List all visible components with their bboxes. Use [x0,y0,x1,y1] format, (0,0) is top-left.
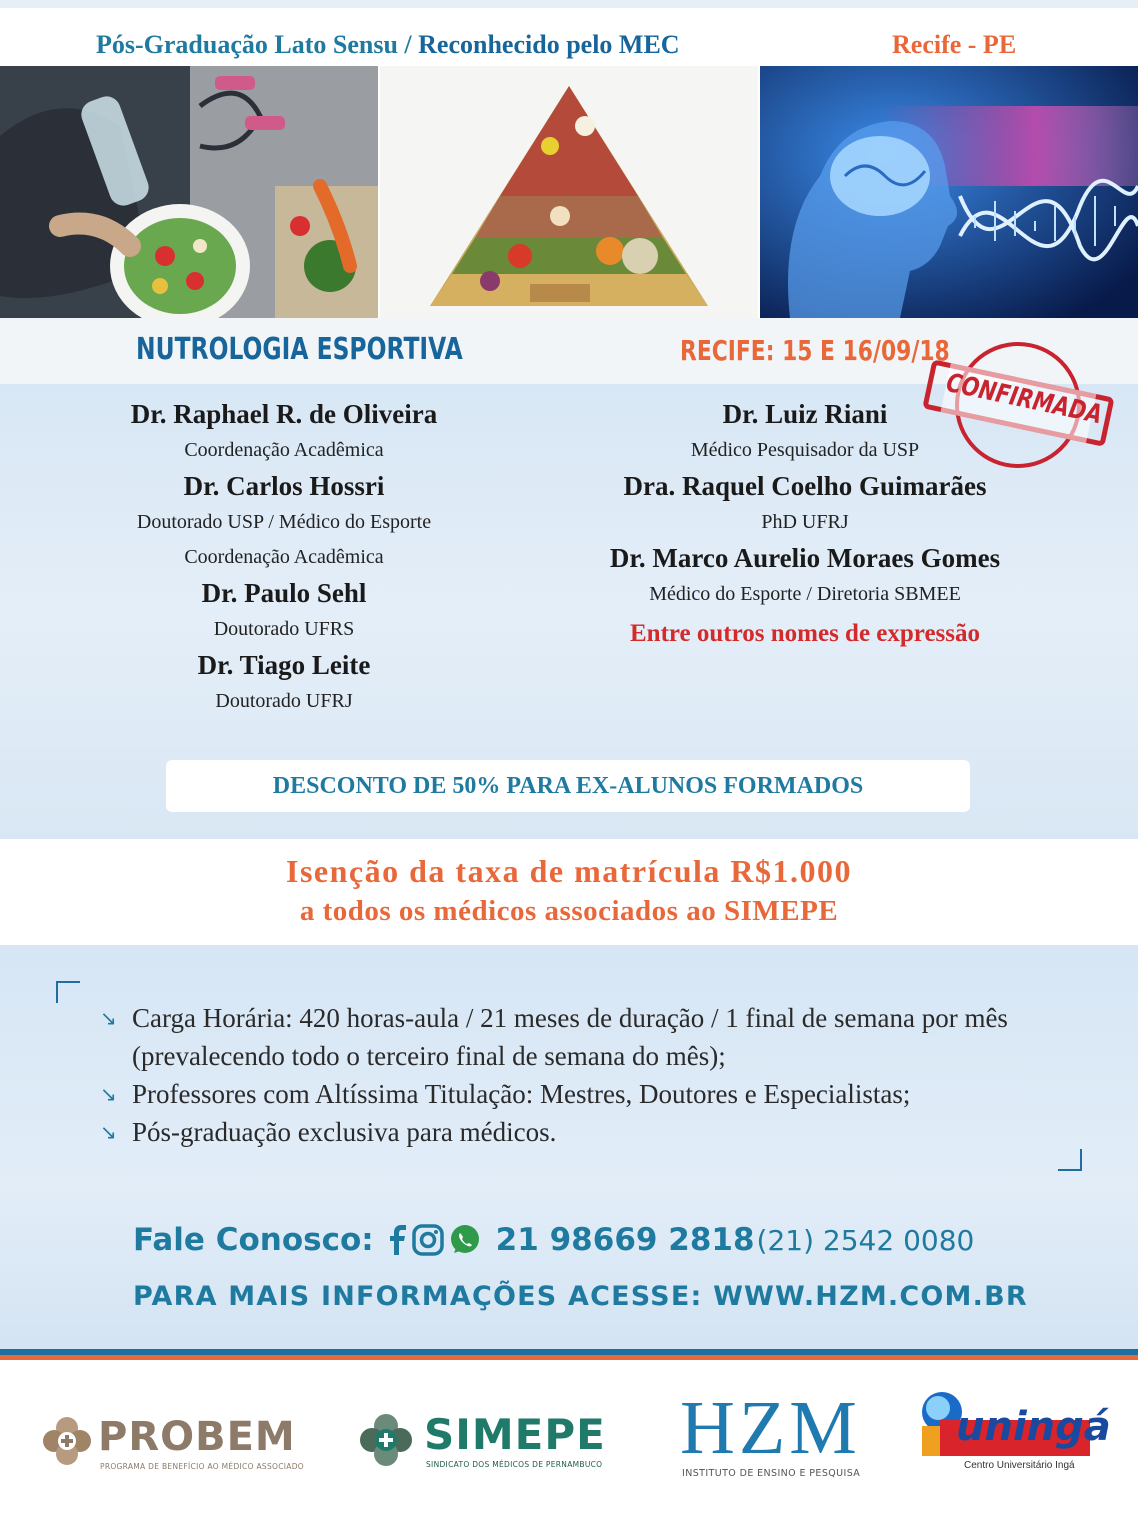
simepe-name: SIMEPE [424,1410,606,1459]
faculty-member [570,468,1040,540]
list-item-text: Professores com Altíssima Titulação: Mestres, Doutores e Especialistas; [132,1079,911,1109]
uninga-logo [912,1390,1111,1480]
instagram-icon[interactable] [412,1224,444,1256]
exemption-line-2: a todos os médicos associados ao SIMEPE [299,895,839,927]
header [0,8,1138,66]
simepe-tagline: SINDICATO DOS MÉDICOS DE PERNAMBUCO [426,1460,603,1469]
corner-bracket-bottom-right [1058,1149,1082,1171]
uninga-tagline: Centro Universitário Ingá [964,1460,1075,1471]
faculty-role: Doutorado USP / Médico do Esporte [136,511,432,533]
hzm-logo [680,1386,890,1488]
stamp-label: CONFIRMADA [940,363,1096,443]
details-list [100,999,1060,1151]
program-type: Pós-Graduação Lato Sensu / [96,30,412,59]
program-title [96,30,680,60]
food-pyramid-photo [380,66,758,318]
faculty-role: Doutorado UFRS [213,618,355,640]
other-faculty-note: Entre outros nomes de expressão [630,620,980,647]
photo-strip [0,66,1138,318]
probem-logo [42,1412,332,1476]
faculty-name: Dr. Paulo Sehl [201,578,367,608]
faculty-member [84,468,484,575]
corner-bracket-top-left [56,981,80,1003]
arrow-bullet-icon: ↘ [100,1120,117,1144]
faculty-role: Coordenação Acadêmica [184,546,384,568]
simepe-emblem-icon [358,1412,414,1468]
arrow-bullet-icon: ↘ [100,1082,117,1106]
probem-emblem-icon [42,1416,92,1466]
facebook-icon[interactable] [388,1225,408,1255]
faculty-role: Médico Pesquisador da USP [690,439,920,461]
arrow-bullet-icon: ↘ [100,1006,117,1030]
phone-landline[interactable]: (21) 2542 0080 [756,1223,975,1257]
list-item [100,1113,1060,1151]
brain-dna-photo [760,66,1138,318]
fee-exemption [0,839,1138,945]
simepe-logo [358,1410,648,1474]
social-icons [388,1223,482,1257]
faculty-member [84,396,484,468]
list-item [100,1075,1060,1113]
whatsapp-icon[interactable] [448,1223,482,1257]
faculty-role: Doutorado UFRJ [215,690,353,712]
faculty-name: Dr. Raphael R. de Oliveira [130,399,438,429]
location: Recife - PE [892,30,1017,59]
faculty-member [84,575,484,647]
faculty-name: Dra. Raquel Coelho Guimarães [623,471,987,501]
hzm-tagline: INSTITUTO DE ENSINO E PESQUISA [682,1468,861,1479]
faculty-role: Médico do Esporte / Diretoria SBMEE [649,583,961,605]
faculty-column-left [84,396,484,719]
list-item-text: Carga Horária: 420 horas-aula / 21 meses de duração / 1 final de semana por mês (prevalecendo todo o terceiro final de semana do mês); [132,1003,1008,1071]
faculty-name: Dr. Tiago Leite [197,650,371,680]
course-title: NUTROLOGIA ESPORTIVA [136,332,463,367]
course-date: RECIFE: 15 E 16/09/18 [680,334,950,367]
mec-recognition: Reconhecido pelo MEC [418,30,680,59]
phone-mobile[interactable]: 21 98669 2818 [495,1222,755,1258]
faculty-role: Coordenação Acadêmica [184,439,384,461]
list-item-text: Pós-graduação exclusiva para médicos. [132,1117,557,1147]
probem-name: PROBEM [98,1414,296,1460]
details-section [0,945,1138,1349]
healthy-food-salad-photo [0,66,378,318]
uninga-name: uningá [956,1404,1111,1450]
faculty-name: Dr. Carlos Hossri [183,471,385,501]
footer-logos [0,1360,1138,1518]
contact-label: Fale Conosco: [133,1222,374,1258]
faculty-name: Dr. Marco Aurelio Moraes Gomes [609,543,1001,573]
hzm-name: HZM [680,1386,861,1470]
probem-tagline: PROGRAMA DE BENEFÍCIO AO MÉDICO ASSOCIADO [100,1462,304,1471]
website-link[interactable]: PARA MAIS INFORMAÇÕES ACESSE: WWW.HZM.COM.BR [133,1281,1028,1312]
discount-banner: DESCONTO DE 50% PARA EX-ALUNOS FORMADOS [166,760,970,812]
exemption-line-1: Isenção da taxa de matrícula R$1.000 [286,853,852,889]
contact-line [133,1218,974,1262]
faculty-member [84,647,484,719]
faculty-name: Dr. Luiz Riani [722,399,888,429]
list-item [100,999,1060,1075]
faculty-member [570,540,1040,612]
faculty-role: PhD UFRJ [761,511,849,533]
top-strip [0,0,1138,8]
